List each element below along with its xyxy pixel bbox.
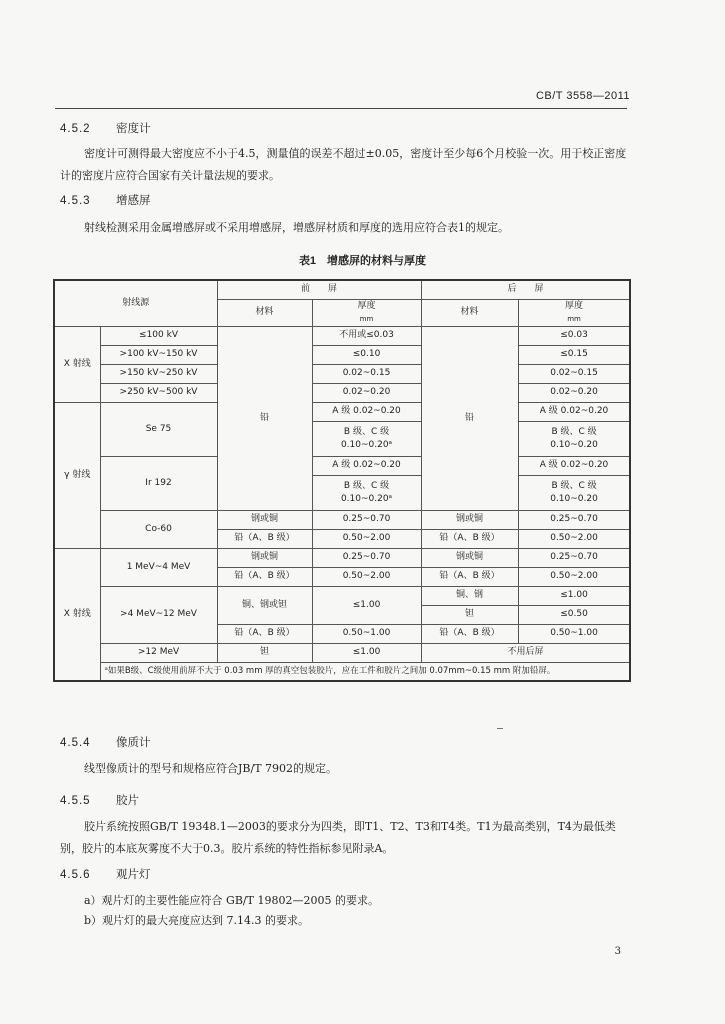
back-thickness-cell: 0.02~0.20 bbox=[518, 383, 630, 402]
section-number: 4.5.4 bbox=[60, 737, 91, 749]
section-4-5-5-heading bbox=[60, 792, 139, 808]
list-item-a: a）观片灯的主要性能应符合 GB/T 19802—2005 的要求。 bbox=[84, 894, 379, 907]
back-material-cell: 铜、钢 bbox=[421, 586, 518, 605]
front-thickness-cell: 0.02~0.20 bbox=[312, 383, 421, 402]
source-cell: Ir 192 bbox=[100, 456, 217, 510]
section-4-5-4-heading bbox=[60, 734, 151, 750]
header-front-material: 材料 bbox=[217, 299, 312, 326]
screen-material-table bbox=[53, 279, 631, 682]
front-material-lead: 铅 bbox=[217, 326, 312, 510]
front-material-cell: 钢或铜 bbox=[217, 548, 312, 567]
front-material-cell: 铅（A、B 级） bbox=[217, 529, 312, 548]
section-title: 观片灯 bbox=[116, 869, 151, 881]
back-thickness-cell bbox=[518, 475, 630, 510]
source-cell: >12 MeV bbox=[100, 643, 217, 662]
thickness-label: 厚度 bbox=[357, 300, 376, 311]
front-material-cell: 钢或铜 bbox=[217, 510, 312, 529]
thickness-label: 厚度 bbox=[565, 300, 584, 311]
section-4-5-5-text: 胶片系统按照GB/T 19348.1—2003的要求分为四类，即T1、T2、T3和T4类。T1为最高类别，T4为最低类别，胶片的本底灰雾度不大于0.3。胶片系统的特性指标参见附录A。 bbox=[60, 820, 616, 855]
header-back-screen: 后 屏 bbox=[421, 280, 630, 299]
source-cell: >4 MeV~12 MeV bbox=[100, 586, 217, 643]
back-material-cell: 铅（A、B 级） bbox=[421, 624, 518, 643]
header-front-thickness bbox=[312, 299, 421, 326]
standard-code: CB/T 3558—2011 bbox=[535, 90, 630, 102]
back-thickness-cell: A 级 0.02~0.20 bbox=[518, 402, 630, 421]
back-thickness-cell: 0.50~1.00 bbox=[518, 624, 630, 643]
back-thickness-cell: ≤1.00 bbox=[518, 586, 630, 605]
unit-label: mm bbox=[567, 314, 581, 323]
back-thickness-cell: 0.02~0.15 bbox=[518, 364, 630, 383]
unit-label: mm bbox=[359, 314, 374, 323]
back-material-cell: 钢或铜 bbox=[421, 510, 518, 529]
front-material-cell: 铅（A、B 级） bbox=[217, 624, 312, 643]
back-thickness-cell bbox=[518, 421, 630, 456]
front-thickness-cell: 0.50~2.00 bbox=[312, 567, 421, 586]
section-4-5-2-heading bbox=[60, 120, 151, 136]
grade-label: B 级、C 级 bbox=[343, 426, 390, 437]
source-cell: >150 kV~250 kV bbox=[100, 364, 217, 383]
scan-mark bbox=[497, 728, 503, 729]
front-material-cell: 铅（A、B 级） bbox=[217, 567, 312, 586]
front-thickness-cell: 0.50~1.00 bbox=[312, 624, 421, 643]
front-material-cell: 铜、钢或钽 bbox=[217, 586, 312, 624]
back-thickness-cell: ≤0.03 bbox=[518, 326, 630, 345]
front-thickness-cell: ≤0.10 bbox=[312, 345, 421, 364]
section-number: 4.5.5 bbox=[60, 795, 91, 807]
grade-label: B 级、C 级 bbox=[551, 480, 597, 491]
source-cell: 1 MeV~4 MeV bbox=[100, 548, 217, 586]
header-front-screen: 前 屏 bbox=[217, 280, 421, 299]
front-thickness-cell: ≤1.00 bbox=[312, 586, 421, 624]
source-cell: ≤100 kV bbox=[100, 326, 217, 345]
section-4-5-3-text: 射线检测采用金属增感屏或不采用增感屏，增感屏材质和厚度的选用应符合表1的规定。 bbox=[84, 221, 509, 234]
back-thickness-cell: 0.50~2.00 bbox=[518, 529, 630, 548]
back-thickness-cell: ≤0.15 bbox=[518, 345, 630, 364]
back-screen-cell: 不用后屏 bbox=[421, 643, 630, 662]
section-4-5-4-text: 线型像质计的型号和规格应符合JB/T 7902的规定。 bbox=[84, 762, 338, 775]
section-title: 密度计 bbox=[116, 123, 151, 135]
back-material-cell: 钢或铜 bbox=[421, 548, 518, 567]
grade-range: 0.10~0.20 bbox=[550, 493, 598, 504]
back-thickness-cell: A 级 0.02~0.20 bbox=[518, 456, 630, 475]
front-thickness-cell: 0.25~0.70 bbox=[312, 548, 421, 567]
list-item-b: b）观片灯的最大亮度应达到 7.14.3 的要求。 bbox=[84, 914, 310, 927]
section-number: 4.5.2 bbox=[60, 123, 91, 135]
grade-label: B 级、C 级 bbox=[343, 480, 390, 491]
section-title: 胶片 bbox=[116, 795, 139, 807]
front-thickness-cell: A 级 0.02~0.20 bbox=[312, 456, 421, 475]
section-4-5-3-heading bbox=[60, 192, 151, 208]
back-thickness-cell: 0.25~0.70 bbox=[518, 510, 630, 529]
front-thickness-cell: 不用或≤0.03 bbox=[312, 326, 421, 345]
source-cell: >100 kV~150 kV bbox=[100, 345, 217, 364]
section-number: 4.5.6 bbox=[60, 869, 91, 881]
grade-range: 0.10~0.20 bbox=[550, 439, 598, 450]
section-title: 像质计 bbox=[116, 737, 151, 749]
header-source: 射线源 bbox=[54, 280, 217, 326]
back-material-cell: 铅（A、B 级） bbox=[421, 529, 518, 548]
table-footnote: ᵃ如果B级、C级使用前屏不大于 0.03 mm 厚的真空包装胶片，应在工件和胶片之间加 0.07mm~0.15 mm 附加铅屏。 bbox=[100, 662, 630, 681]
section-number: 4.5.3 bbox=[60, 195, 91, 207]
front-thickness-cell bbox=[312, 475, 421, 510]
section-4-5-2-text: 密度计可测得最大密度应不小于4.5，测量值的误差不超过±0.05，密度计至少每6个月校验一次。用于校正密度计的密度片应符合国家有关计量法规的要求。 bbox=[60, 147, 627, 182]
back-material-cell: 铅（A、B 级） bbox=[421, 567, 518, 586]
source-cell: Se 75 bbox=[100, 402, 217, 456]
row-group-gamma: γ 射线 bbox=[54, 402, 100, 548]
row-group-xray: X 射线 bbox=[54, 326, 100, 402]
grade-range: 0.10~0.20ᵃ bbox=[340, 493, 393, 504]
front-thickness-cell: 0.25~0.70 bbox=[312, 510, 421, 529]
back-thickness-cell: 0.50~2.00 bbox=[518, 567, 630, 586]
page-number: 3 bbox=[614, 946, 621, 957]
back-material-lead: 铅 bbox=[421, 326, 518, 510]
front-material-cell: 钽 bbox=[217, 643, 312, 662]
back-thickness-cell: ≤0.50 bbox=[518, 605, 630, 624]
row-group-xray-mev: X 射线 bbox=[54, 548, 100, 681]
grade-range: 0.10~0.20ᵃ bbox=[340, 439, 393, 450]
section-4-5-6-heading bbox=[60, 866, 151, 882]
header-back-thickness bbox=[518, 299, 630, 326]
header-rule bbox=[55, 108, 627, 109]
front-thickness-cell bbox=[312, 421, 421, 456]
table-caption: 表1 增感屏的材料与厚度 bbox=[298, 255, 427, 267]
source-cell: >250 kV~500 kV bbox=[100, 383, 217, 402]
section-title: 增感屏 bbox=[116, 195, 151, 207]
back-thickness-cell: 0.25~0.70 bbox=[518, 548, 630, 567]
source-cell: Co-60 bbox=[100, 510, 217, 548]
header-back-material: 材料 bbox=[421, 299, 518, 326]
front-thickness-cell: 0.02~0.15 bbox=[312, 364, 421, 383]
back-material-cell: 钽 bbox=[421, 605, 518, 624]
front-thickness-cell: A 级 0.02~0.20 bbox=[312, 402, 421, 421]
front-thickness-cell: ≤1.00 bbox=[312, 643, 421, 662]
front-thickness-cell: 0.50~2.00 bbox=[312, 529, 421, 548]
grade-label: B 级、C 级 bbox=[551, 426, 597, 437]
